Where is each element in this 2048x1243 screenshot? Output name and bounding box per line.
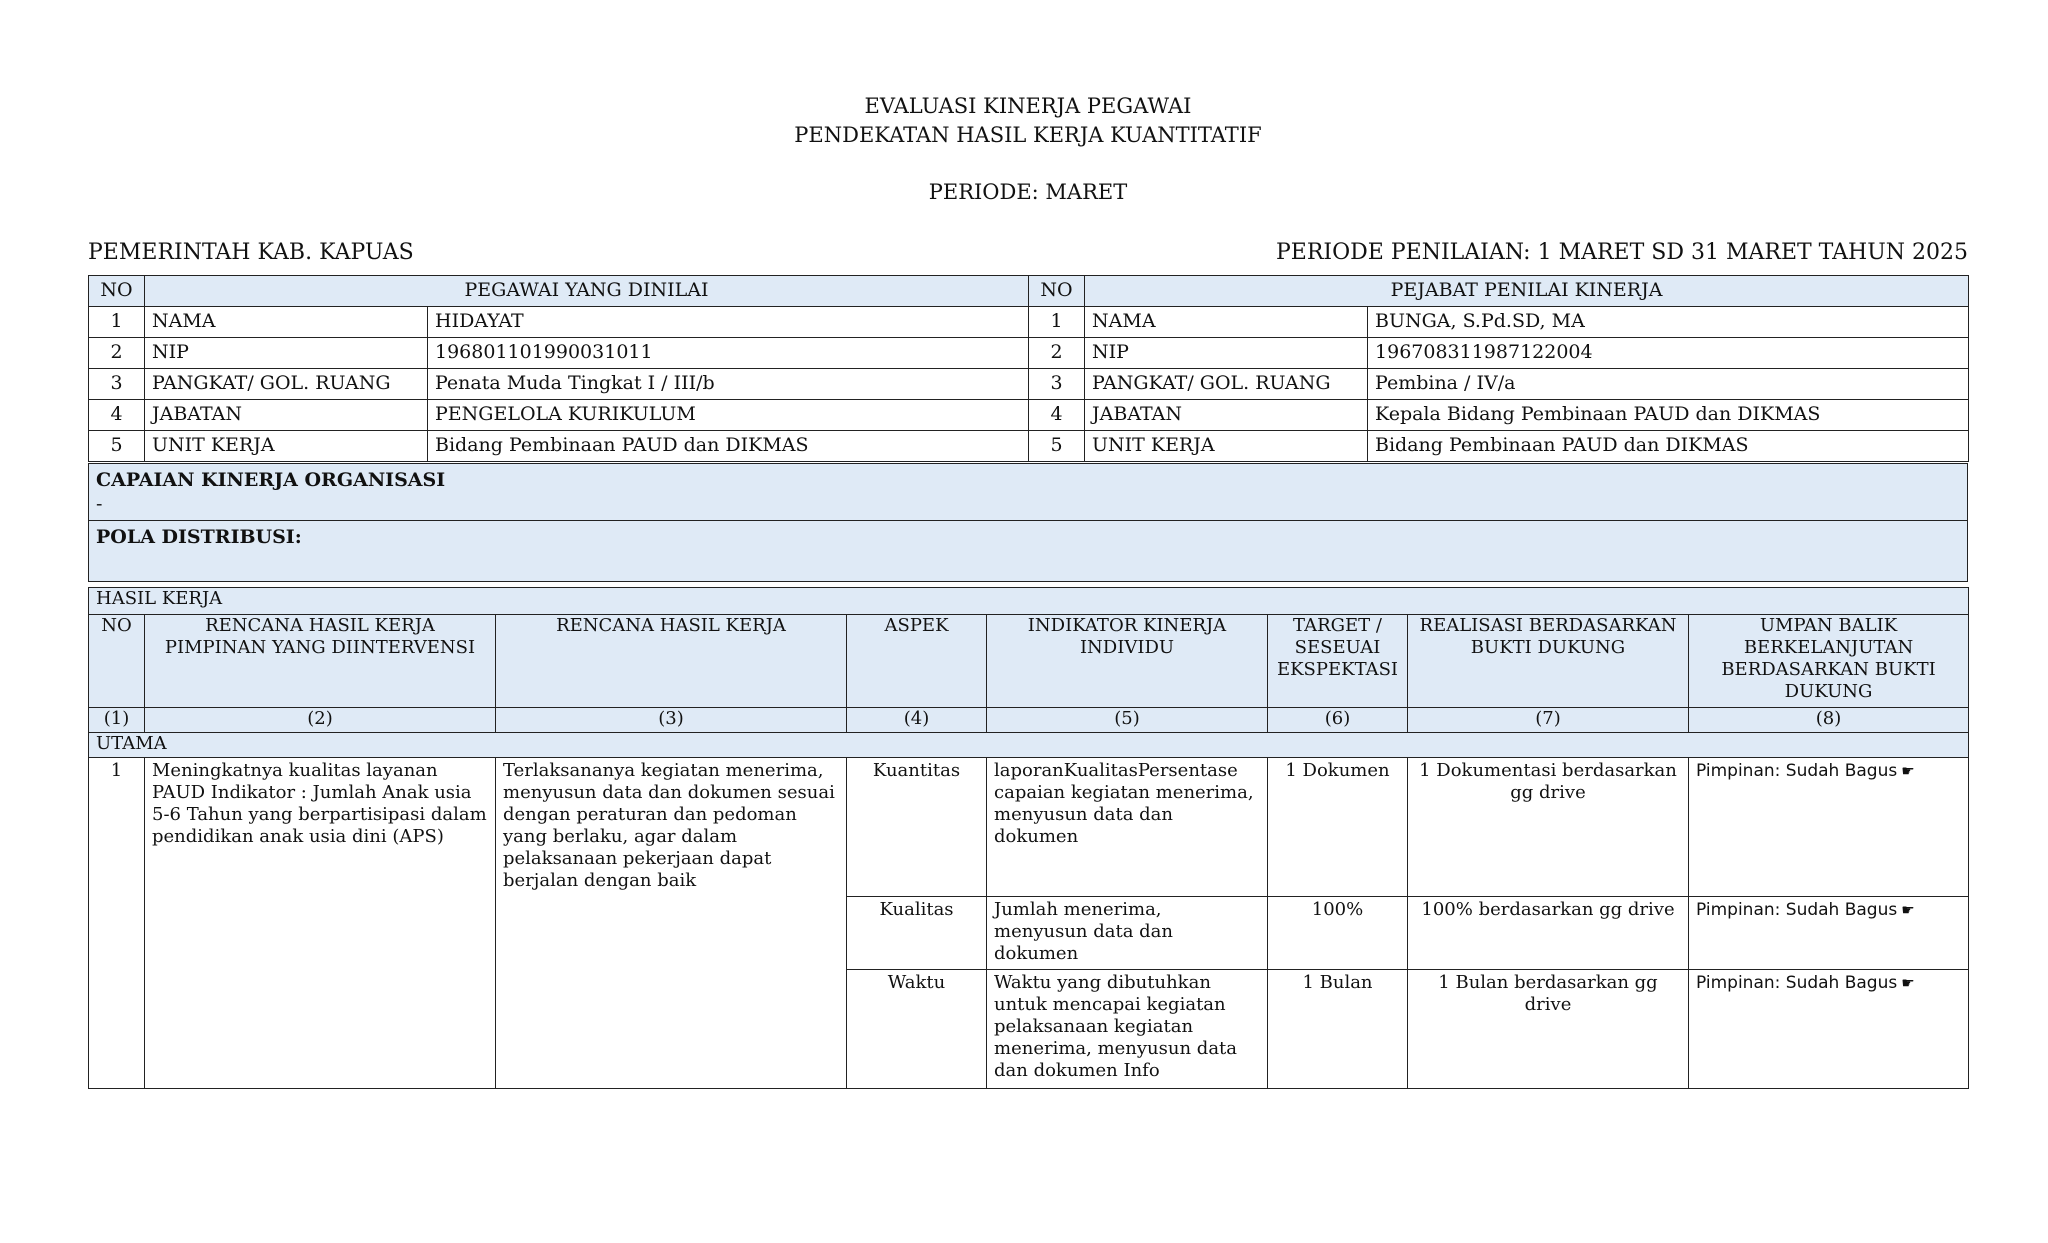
row-number: 5 (89, 431, 145, 462)
umpan-balik-text: Pimpinan: Sudah Bagus (1696, 973, 1898, 993)
pola-row (89, 521, 1968, 582)
indikator-cell: Jumlah menerima, menyusun data dan dokumen (987, 897, 1268, 970)
no-header: NO (89, 276, 145, 307)
pola-distribusi-label: POLA DISTRIBUSI: (96, 526, 302, 548)
row-number: 1 (1029, 307, 1085, 338)
column-number: (8) (1689, 708, 1969, 733)
organisasi-table (88, 463, 1968, 582)
capaian-value: - (96, 493, 103, 515)
column-number: (3) (496, 708, 847, 733)
column-header: RENCANA HASIL KERJA PIMPINAN YANG DIINTERVENSI (145, 615, 496, 708)
column-number: (4) (847, 708, 987, 733)
pegawai-dinilai-header: PEGAWAI YANG DINILAI (145, 276, 1029, 307)
periode-penilaian-label: PERIODE PENILAIAN: 1 MARET SD 31 MARET TAHUN 2025 (1275, 240, 1968, 265)
umpan-balik-cell (1689, 970, 1969, 1089)
penilai-value: 196708311987122004 (1368, 338, 1969, 369)
pegawai-value: 196801101990031011 (428, 338, 1029, 369)
aspek-cell: Waktu (847, 970, 987, 1089)
realisasi-cell: 1 Bulan berdasarkan gg drive (1408, 970, 1689, 1089)
row-number: 3 (89, 369, 145, 400)
pejabat-penilai-header: PEJABAT PENILAI KINERJA (1085, 276, 1969, 307)
table-row (89, 400, 1969, 431)
table-row (89, 758, 1969, 897)
realisasi-cell: 1 Dokumentasi berdasarkan gg drive (1408, 758, 1689, 897)
row-label: UNIT KERJA (145, 431, 428, 462)
pegawai-value: Penata Muda Tingkat I / III/b (428, 369, 1029, 400)
row-label: NAMA (145, 307, 428, 338)
periode-label: PERIODE: MARET (928, 180, 1128, 204)
target-cell: 100% (1268, 897, 1408, 970)
pegawai-header-row (89, 276, 1969, 307)
rencana-hasil-cell: Terlaksananya kegiatan menerima, menyusun data dan dokumen sesuai dengan peraturan dan pedoman yang berlaku, agar dalam pelaksanaan pekerjaan dapat berjalan dengan baik (496, 758, 847, 1089)
aspek-cell: Kualitas (847, 897, 987, 970)
penilai-value: Bidang Pembinaan PAUD dan DIKMAS (1368, 431, 1969, 462)
table-row (89, 431, 1969, 462)
row-number: 2 (1029, 338, 1085, 369)
column-number-row (89, 708, 1969, 733)
row-label: JABATAN (1085, 400, 1368, 431)
column-header-row (89, 615, 1969, 708)
table-row (89, 338, 1969, 369)
utama-label: UTAMA (89, 733, 1969, 758)
row-label: NIP (145, 338, 428, 369)
thumbs-up-icon: ☛ (1901, 901, 1915, 919)
hasil-kerja-label: HASIL KERJA (89, 588, 1969, 615)
instansi-label: PEMERINTAH KAB. KAPUAS (88, 240, 414, 265)
rencana-pimpinan-cell: Meningkatnya kualitas layanan PAUD Indikator : Jumlah Anak usia 5-6 Tahun yang berpartisipasi dalam pendidikan anak usia dini (APS) (145, 758, 496, 1089)
pegawai-table (88, 275, 1969, 462)
utama-row (89, 733, 1969, 758)
column-number: (6) (1268, 708, 1408, 733)
thumbs-up-icon: ☛ (1901, 974, 1915, 992)
row-label: JABATAN (145, 400, 428, 431)
row-number: 3 (1029, 369, 1085, 400)
row-label: PANGKAT/ GOL. RUANG (145, 369, 428, 400)
target-cell: 1 Bulan (1268, 970, 1408, 1089)
table-row (89, 369, 1969, 400)
penilai-value: Kepala Bidang Pembinaan PAUD dan DIKMAS (1368, 400, 1969, 431)
column-header: INDIKATOR KINERJA INDIVIDU (987, 615, 1268, 708)
row-number: 4 (89, 400, 145, 431)
column-number: (5) (987, 708, 1268, 733)
document-title: EVALUASI KINERJA PEGAWAI (864, 94, 1192, 118)
indikator-cell: Waktu yang dibutuhkan untuk mencapai kegiatan pelaksanaan kegiatan menerima, menyusun data dan dokumen Info (987, 970, 1268, 1089)
umpan-balik-text: Pimpinan: Sudah Bagus (1696, 761, 1898, 781)
row-number: 1 (89, 307, 145, 338)
section-row (89, 588, 1969, 615)
umpan-balik-cell (1689, 758, 1969, 897)
row-number: 2 (89, 338, 145, 369)
row-label: NAMA (1085, 307, 1368, 338)
hasil-kerja-table (88, 587, 1969, 1089)
row-label: PANGKAT/ GOL. RUANG (1085, 369, 1368, 400)
row-label: UNIT KERJA (1085, 431, 1368, 462)
document-subtitle: PENDEKATAN HASIL KERJA KUANTITATIF (794, 123, 1262, 147)
aspek-cell: Kuantitas (847, 758, 987, 897)
indikator-cell: laporanKualitasPersentase capaian kegiatan menerima, menyusun data dan dokumen (987, 758, 1268, 897)
pegawai-value: PENGELOLA KURIKULUM (428, 400, 1029, 431)
column-header: RENCANA HASIL KERJA (496, 615, 847, 708)
row-number: 1 (89, 758, 145, 1089)
umpan-balik-cell (1689, 897, 1969, 970)
row-label: NIP (1085, 338, 1368, 369)
column-header: NO (89, 615, 145, 708)
row-number: 5 (1029, 431, 1085, 462)
thumbs-up-icon: ☛ (1901, 762, 1915, 780)
no-header: NO (1029, 276, 1085, 307)
info-line (88, 238, 1968, 268)
penilai-value: Pembina / IV/a (1368, 369, 1969, 400)
table-row (89, 307, 1969, 338)
pegawai-value: Bidang Pembinaan PAUD dan DIKMAS (428, 431, 1029, 462)
umpan-balik-text: Pimpinan: Sudah Bagus (1696, 900, 1898, 920)
column-number: (7) (1408, 708, 1689, 733)
target-cell: 1 Dokumen (1268, 758, 1408, 897)
column-number: (2) (145, 708, 496, 733)
column-header: TARGET / SESEUAI EKSPEKTASI (1268, 615, 1408, 708)
penilai-value: BUNGA, S.Pd.SD, MA (1368, 307, 1969, 338)
capaian-label: CAPAIAN KINERJA ORGANISASI (96, 469, 446, 491)
capaian-row (89, 464, 1968, 521)
row-number: 4 (1029, 400, 1085, 431)
column-header: UMPAN BALIK BERKELANJUTAN BERDASARKAN BUKTI DUKUNG (1689, 615, 1969, 708)
column-number: (1) (89, 708, 145, 733)
realisasi-cell: 100% berdasarkan gg drive (1408, 897, 1689, 970)
pegawai-value: HIDAYAT (428, 307, 1029, 338)
column-header: ASPEK (847, 615, 987, 708)
column-header: REALISASI BERDASARKAN BUKTI DUKUNG (1408, 615, 1689, 708)
